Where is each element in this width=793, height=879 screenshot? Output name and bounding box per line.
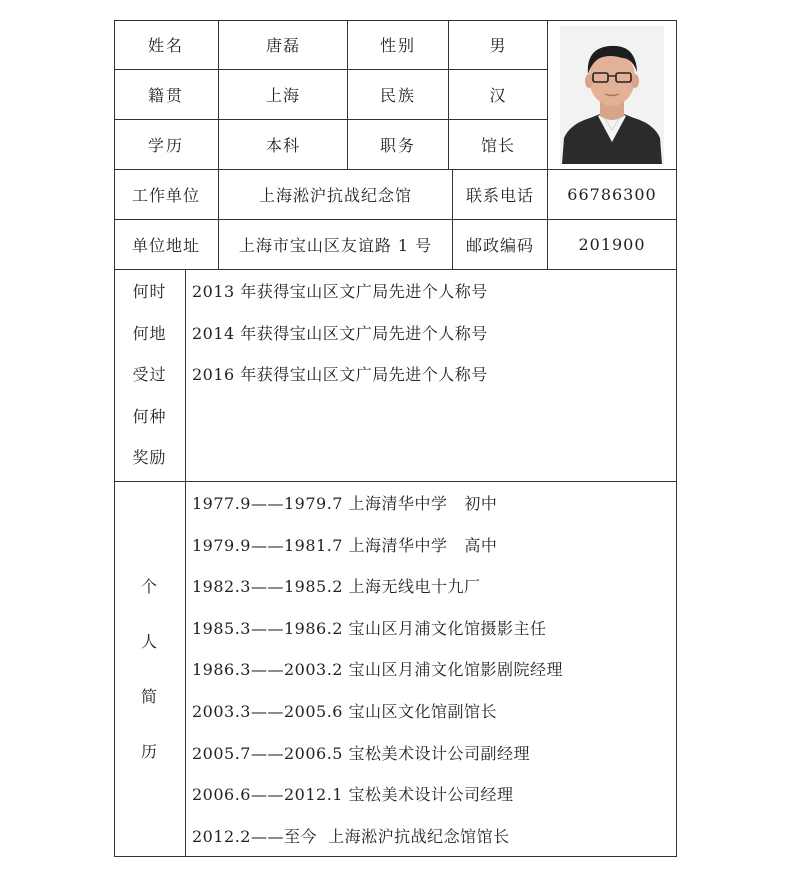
resume-label-char: 简	[140, 687, 158, 706]
native-place-value: 上海	[219, 70, 348, 120]
postcode-value: 201900	[548, 220, 677, 270]
resume-item: 1986.3——2003.2 宝山区月浦文化馆影剧院经理	[192, 660, 564, 680]
awards-label-line: 何时	[132, 282, 167, 301]
postcode-label: 邮政编码	[453, 220, 548, 270]
resume-item: 2003.3——2005.6 宝山区文化馆副馆长	[192, 701, 498, 721]
award-item: 2014 年获得宝山区文广局先进个人称号	[192, 323, 488, 343]
position-label: 职务	[348, 120, 449, 170]
resume-item: 2012.2——至今 上海淞沪抗战纪念馆馆长	[192, 826, 510, 846]
resume-item: 1977.9——1979.7 上海清华中学 初中	[192, 494, 498, 513]
resume-label-char: 个	[140, 577, 158, 596]
awards-label-line: 何地	[132, 323, 167, 343]
phone-value: 66786300	[548, 170, 677, 220]
portrait-photo	[560, 26, 664, 164]
resume-label-char: 历	[140, 742, 158, 761]
ethnicity-label: 民族	[348, 70, 449, 120]
awards-label-line: 奖励	[132, 448, 167, 468]
education-value: 本科	[219, 120, 348, 170]
workplace-value: 上海淞沪抗战纪念馆	[219, 170, 453, 220]
resume-list	[186, 482, 677, 857]
portrait-photo-cell	[548, 20, 677, 170]
award-item: 2013 年获得宝山区文广局先进个人称号	[192, 282, 488, 301]
resume-item: 1985.3——1986.2 宝山区月浦文化馆摄影主任	[192, 618, 547, 638]
education-label: 学历	[114, 120, 219, 170]
resume-item: 2005.7——2006.5 宝松美术设计公司副经理	[192, 743, 531, 763]
awards-label-line: 受过	[132, 365, 167, 385]
resume-label-char: 人	[140, 632, 158, 651]
gender-label: 性别	[348, 20, 449, 70]
awards-label-line: 何种	[132, 406, 167, 426]
name-label: 姓名	[114, 20, 219, 70]
native-place-label: 籍贯	[114, 70, 219, 120]
phone-label: 联系电话	[453, 170, 548, 220]
awards-label	[114, 270, 186, 482]
resume-item: 1982.3——1985.2 上海无线电十九厂	[192, 577, 481, 597]
address-value: 上海市宝山区友谊路 1 号	[219, 220, 453, 270]
name-value: 唐磊	[219, 20, 348, 70]
address-label: 单位地址	[114, 220, 219, 270]
resume-item: 1979.9——1981.7 上海清华中学 高中	[192, 535, 498, 555]
resume-item: 2006.6——2012.1 宝松美术设计公司经理	[192, 785, 514, 805]
resume-label	[114, 482, 186, 857]
ethnicity-value: 汉	[449, 70, 548, 120]
gender-value: 男	[449, 20, 548, 70]
workplace-label: 工作单位	[114, 170, 219, 220]
position-value: 馆长	[449, 120, 548, 170]
awards-list	[186, 270, 677, 482]
award-item: 2016 年获得宝山区文广局先进个人称号	[192, 365, 488, 385]
personal-info-form	[114, 20, 677, 857]
